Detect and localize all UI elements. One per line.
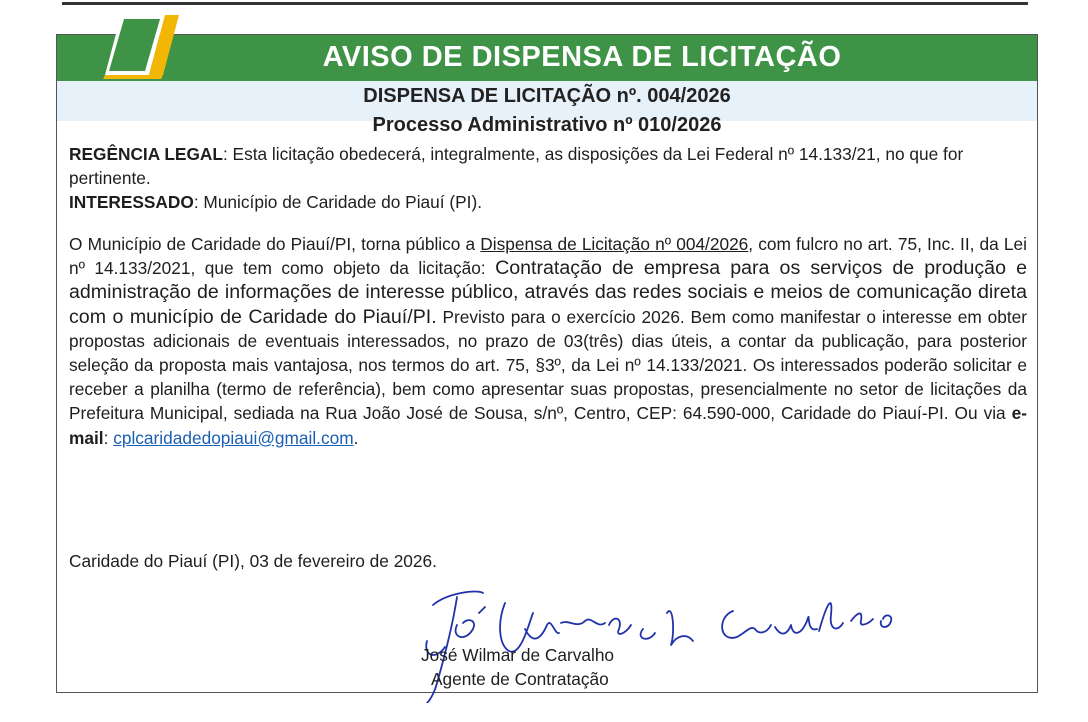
email-label: e-mail (69, 403, 1027, 448)
banner-title: AVISO DE DISPENSA DE LICITAÇÃO (322, 41, 842, 73)
interessado-label: INTERESSADO (69, 192, 194, 212)
date-line: Caridade do Piauí (PI), 03 de fevereiro de 2026. (69, 551, 437, 571)
email-link[interactable]: cplcaridadedopiaui@gmail.com (113, 427, 354, 448)
body-end: . (353, 427, 359, 448)
body-part3: Previsto para o exercício 2026. Bem como manifestar o interesse em obter propostas adicionais de eventuais interessados, no prazo de 03(três) dias úteis, a contar da publicação, para posterior seleção da proposta mais vantajosa, nos termos do art. 75, §3º, da Lei nº 14.133/2021. Os interessados poderão solicitar e receber a planilha (termo de referência), bem como apresentar suas propostas, presencialmente no setor de licitações da Prefeitura Municipal, sediada na Rua João José de Sousa, s/nº, Centro, CEP: 64.590-000, Caridade do Piauí-PI. Ou via (69, 306, 1027, 424)
email-colon: : (103, 427, 114, 448)
signatory-role: Agente de Contratação (431, 669, 609, 689)
body-part2: , com fulcro no art. 75, Inc. II, da Lei nº 14.133/2021, que tem como objeto da licitação: (69, 234, 1027, 279)
objeto-text: Contratação de empresa para os serviços de produção e administração de informações de interesse público, através das redes sociais e meios de comunicação direta com o município de Caridade do Piauí/PI. (69, 257, 1027, 328)
signatory-name: José Wilmar de Carvalho (421, 645, 615, 665)
body-part1: O Município de Caridade do Piauí/PI, torna público a (69, 234, 481, 254)
dispensa-reference: Dispensa de Licitação nº 004/2026 (480, 234, 749, 254)
interessado-paragraph (69, 190, 1027, 214)
signature-block (387, 563, 947, 703)
notice-box (56, 34, 1038, 693)
processo-heading: Processo Administrativo nº 010/2026 (372, 114, 722, 136)
body-paragraph (69, 232, 1027, 450)
regencia-paragraph (69, 142, 1027, 190)
top-rule (62, 2, 1028, 5)
dispensa-heading: DISPENSA DE LICITAÇÃO nº. 004/2026 (363, 85, 731, 107)
regencia-text: : Esta licitação obedecerá, integralmente, as disposições da Lei Federal nº 14.133/21, no que for pertinente. (69, 144, 964, 189)
interessado-text: : Município de Caridade do Piauí (PI). (193, 192, 482, 212)
regencia-label: REGÊNCIA LEGAL (69, 144, 223, 164)
